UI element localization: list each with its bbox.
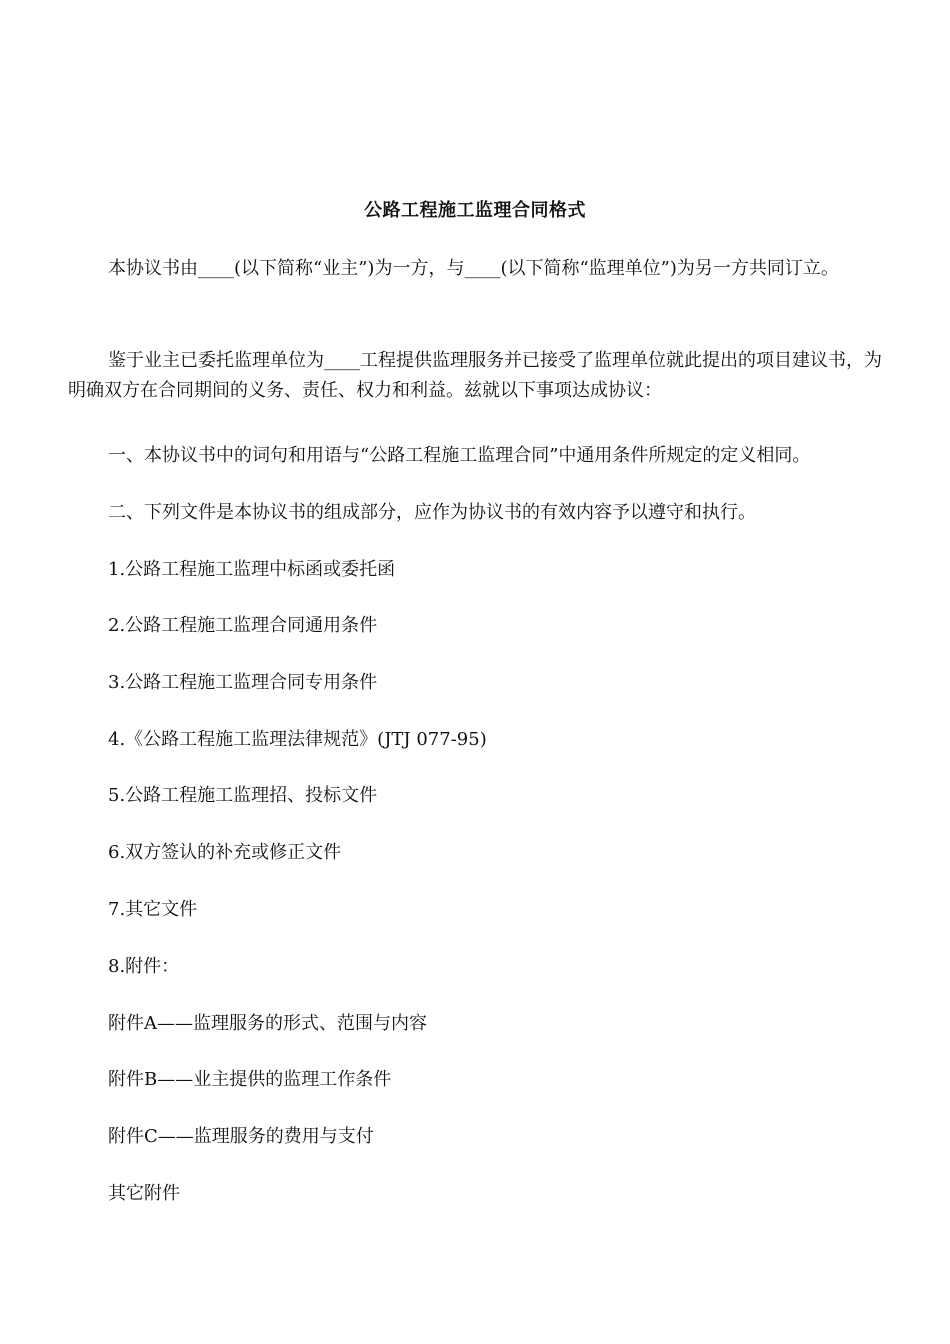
- attachment-item: 附件A——监理服务的形式、范围与内容: [108, 1013, 427, 1034]
- document-list-item: 7.其它文件: [108, 899, 198, 920]
- document-list-item: 2.公路工程施工监理合同通用条件: [108, 615, 378, 636]
- document-title: 公路工程施工监理合同格式: [364, 200, 586, 221]
- document-list-item: 4.《公路工程施工监理法律规范》(JTJ 077-95): [108, 729, 487, 750]
- attachment-item: 其它附件: [108, 1183, 180, 1204]
- document-list-item: 6.双方签认的补充或修正文件: [108, 842, 342, 863]
- recital-paragraph: 鉴于业主已委托监理单位为____工程提供监理服务并已接受了监理单位就此提出的项目建议书，为明确双方在合同期间的义务、责任、权力和利益。兹就以下事项达成协议：: [68, 350, 882, 401]
- attachment-item: 附件B——业主提供的监理工作条件: [108, 1069, 392, 1090]
- intro-paragraph: 本协议书由____(以下简称“业主”)为一方，与____(以下简称“监理单位”)为另一方共同订立。: [108, 258, 839, 279]
- clause-two: 二、下列文件是本协议书的组成部分，应作为协议书的有效内容予以遵守和执行。: [108, 502, 756, 523]
- document-list-item: 5.公路工程施工监理招、投标文件: [108, 785, 378, 806]
- attachment-item: 附件C——监理服务的费用与支付: [108, 1126, 374, 1147]
- document-list-item: 1.公路工程施工监理中标函或委托函: [108, 559, 396, 580]
- document-list-item: 8.附件：: [108, 956, 180, 977]
- clause-one: 一、本协议书中的词句和用语与“公路工程施工监理合同”中通用条件所规定的定义相同。: [108, 445, 811, 466]
- document-list-item: 3.公路工程施工监理合同专用条件: [108, 672, 378, 693]
